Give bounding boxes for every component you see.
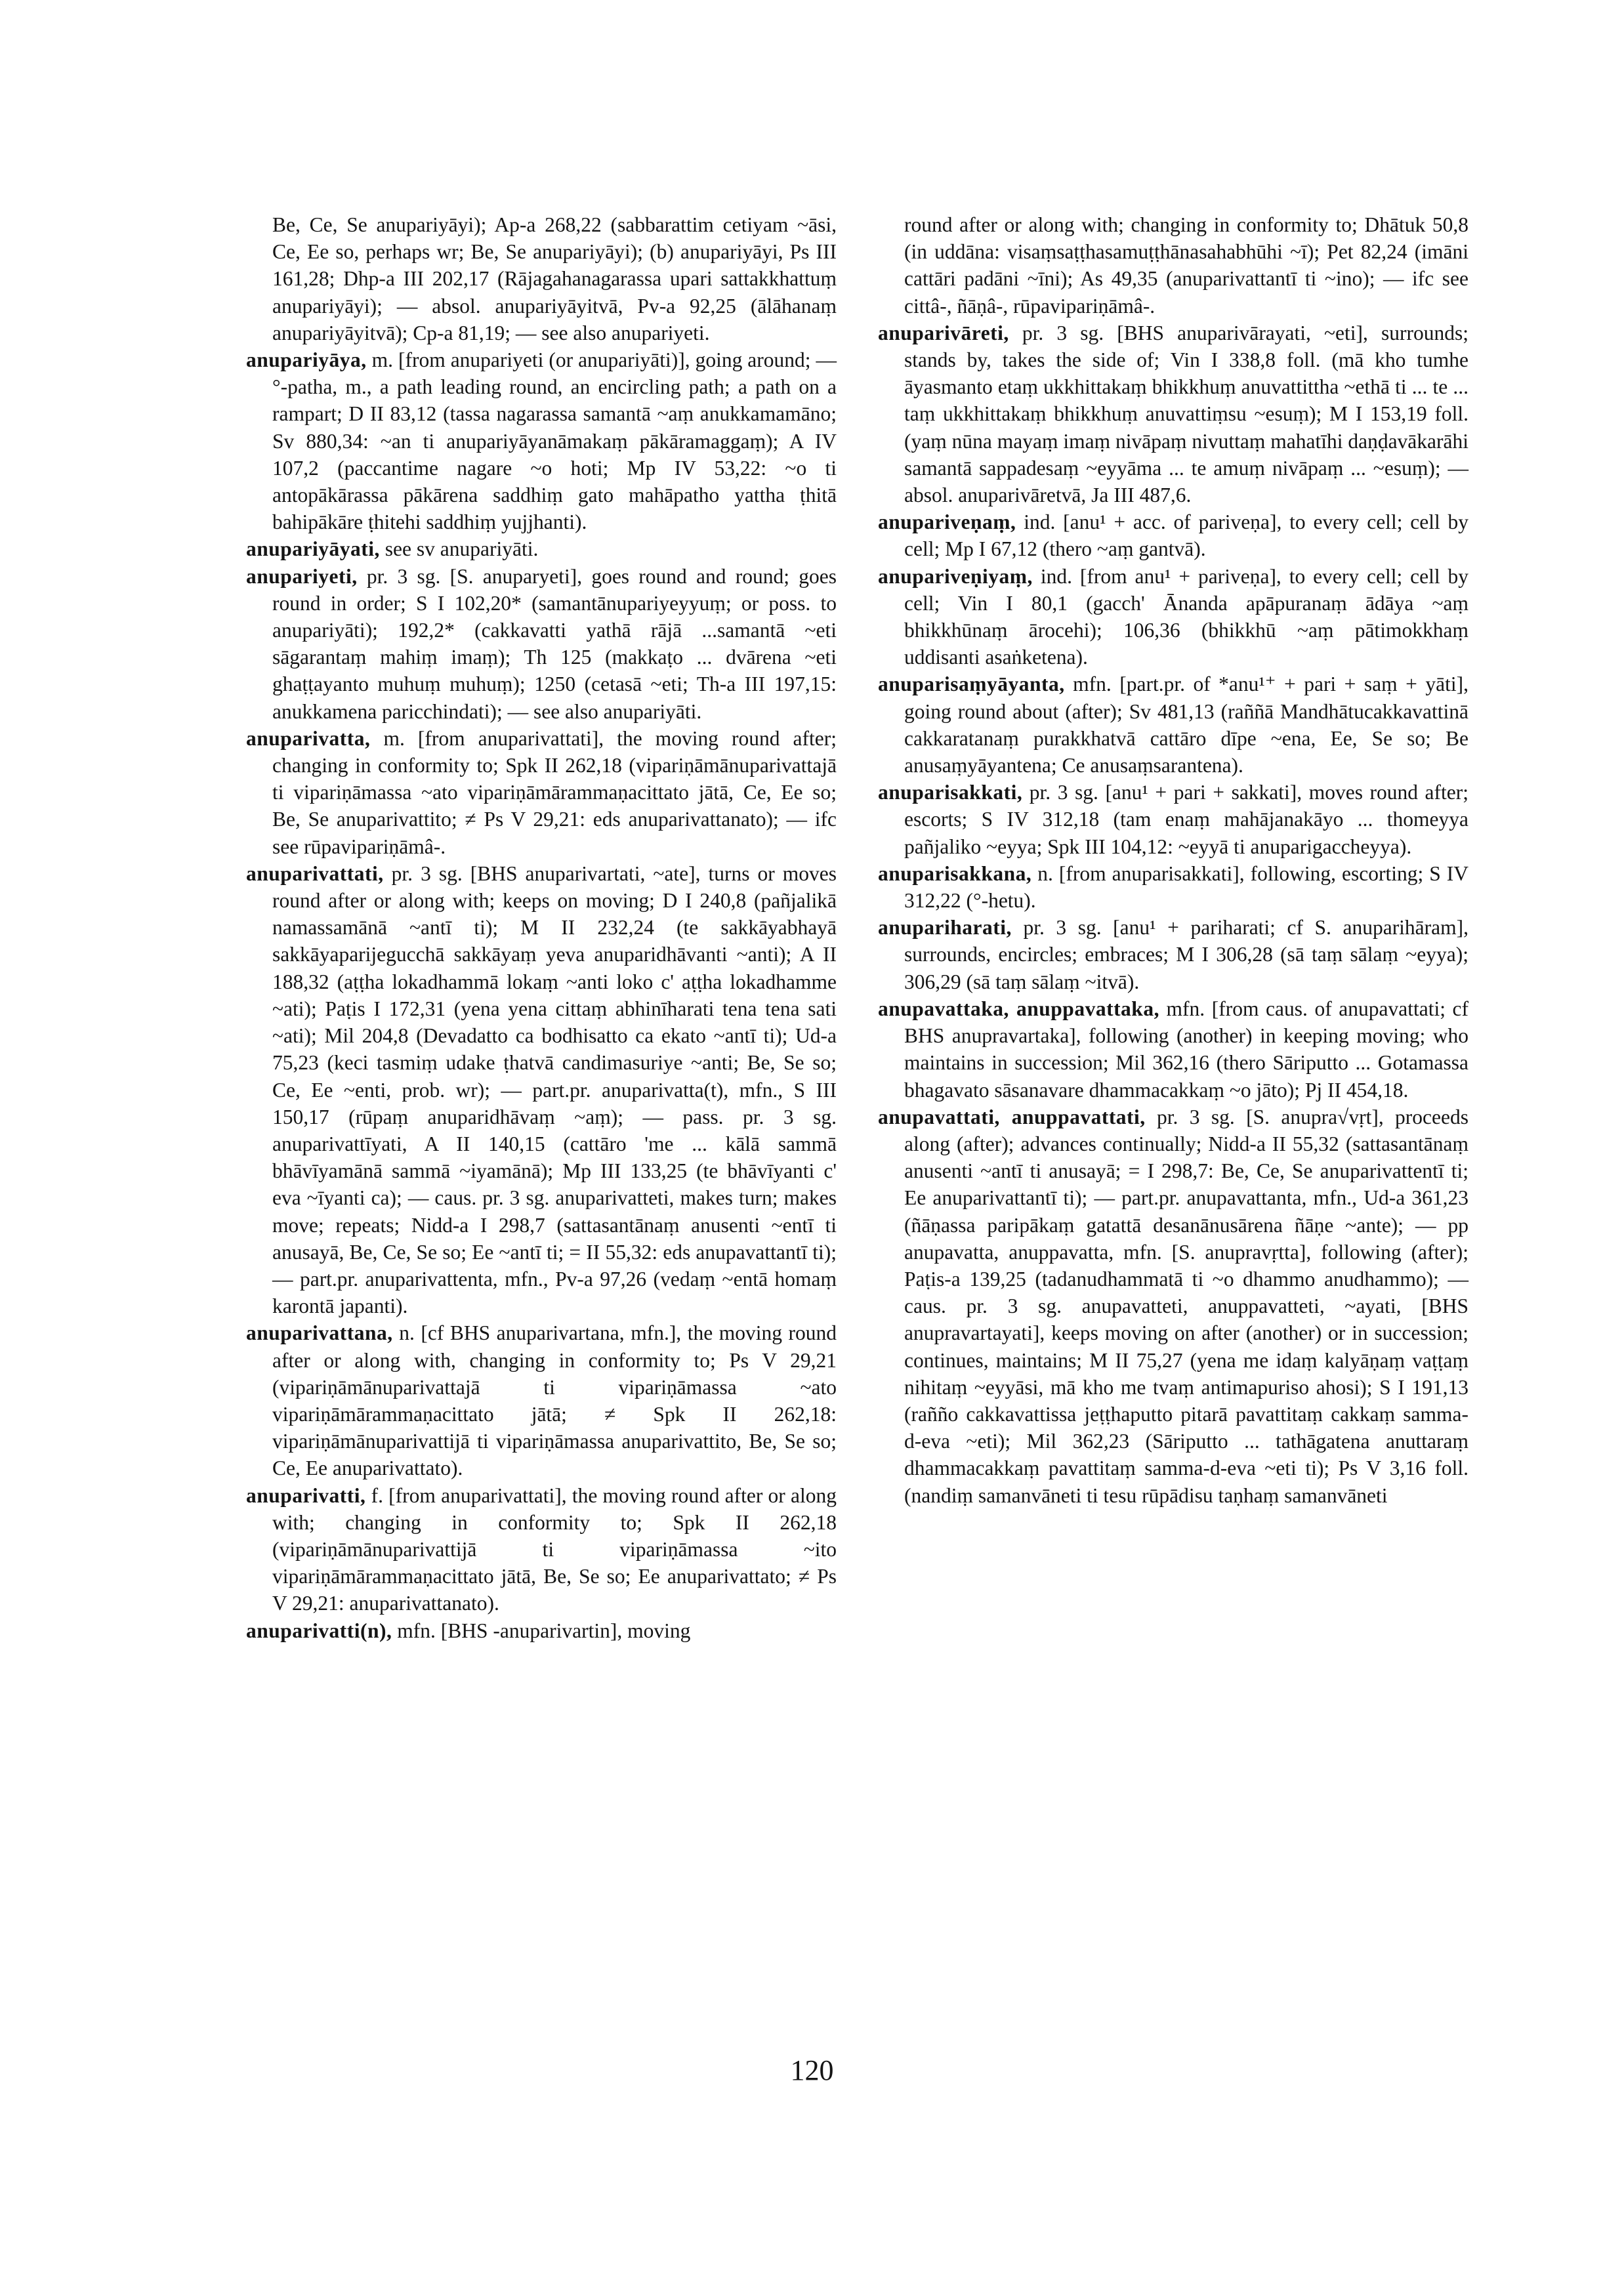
entry-headword: anuparivatta, <box>246 726 371 750</box>
entry-headword: anupariyeti, <box>246 564 358 588</box>
entry-headword: anuparivāreti, <box>878 321 1009 344</box>
entry-text: pr. 3 sg. [BHS anuparivārayati, ~eti], surrounds; stands by, takes the side of; Vin I 338,8 foll. (mā kho tumhe āyasmanto etaṃ ukkhittakaṃ bhikkhuṃ anuvattittha ~ethā ti ... te ... taṃ ukkhittakaṃ bhikkhuṃ anuvattiṃsu ~esuṃ); M I 153,19 foll. (yaṃ nūna mayaṃ imaṃ nivāpaṃ nivuttaṃ mahatīhi daṇḍavākarāhi samantā sappadesaṃ ~eyyāma ... te amuṃ nivāpaṃ ... ~esuṃ); — absol. anuparivāretvā, Ja III 487,6. <box>904 321 1468 507</box>
entry-text: pr. 3 sg. [S. anupra√vṛt], proceeds along (after); advances continually; Nidd-a II 55,32 (sattasantānaṃ anusenti ~antī ti anusayā; = I 298,7: Be, Ce, Se anuparivattentī ti; Ee anuparivattantī ti); — part.pr. anupavattanta, mfn., Ud-a 361,23 (ñāṇassa paripākaṃ gatattā desanānusārena ñāṇe ~ante); — pp anupavatta, anuppavatta, mfn. [S. anupravṛtta], following (after); Paṭis-a 139,25 (tadanudhammatā ti ~o dhammo anudhammo); — caus. pr. 3 sg. anupavatteti, anuppavatteti, ~ayati, [BHS anupravartayati], keeps moving on after (another) or in succession; continues, maintains; M II 75,27 (yena me idaṃ kalyāṇaṃ vaṭṭaṃ nihitaṃ ~eyyāsi, mā kho me tvaṃ antimapuriso ahosi); S I 191,13 (rañño cakkavattissa jeṭṭhaputto pitarā pavattitaṃ cakkaṃ samma-d-eva ~eti); Mil 362,23 (Sāriputto ... tathāgatena anuttaraṃ dhammacakkaṃ pavattitaṃ samma-d-eva ~eti ti); Ps V 3,16 foll. (nandiṃ samanvāneti ti tesu rūpādisu taṇhaṃ samanvāneti <box>904 1105 1469 1507</box>
dictionary-entry <box>246 1482 837 1617</box>
entry-text: pr. 3 sg. [anu¹ + pari + sakkati], moves round after; escorts; S IV 312,18 (tam enaṃ mahājanakāyo ... thomeyya pañjaliko ~eyya; Spk III 104,12: ~eyyā ti anuparigaccheyya). <box>904 781 1468 858</box>
entry-text: n. [cf BHS anuparivartana, mfn.], the moving round after or along with, changing in conformity to; Ps V 29,21 (vipariṇāmānuparivattajā ti vipariṇāmassa ~ato vipariṇāmārammaṇacittato jātā; ≠ Spk II 262,18: vipariṇāmānuparivattijā ti vipariṇāmassa anuparivattito, Be, Se so; Ce, Ee anuparivattato). <box>272 1321 837 1480</box>
entry-text: mfn. [BHS -anuparivartin], moving <box>397 1619 691 1642</box>
entry-text: round after or along with; changing in conformity to; Dhātuk 50,8 (in uddāna: visaṃsaṭṭhasamuṭṭhānasahabhūhi ~ī); Pet 82,24 (imāni cattāri padāni ~īni); As 49,35 (anuparivattantī ti ~ino); — ifc see cittâ-, ñāṇâ-, rūpavipariṇāmâ-. <box>904 213 1468 318</box>
dictionary-entry <box>246 1617 837 1644</box>
entry-text: m. [from anuparivattati], the moving round after; changing in conformity to; Spk II 262,18 (vipariṇāmānuparivattajā ti vipariṇāmassa ~ato vipariṇāmārammaṇacittato jātā, Ce, Ee so; Be, Se anuparivattito; ≠ Ps V 29,21: eds anuparivattanato); — ifc see rūpavipariṇāmâ-. <box>272 726 837 858</box>
dictionary-entry <box>246 725 837 860</box>
entry-text: mfn. [part.pr. of *anu¹⁺ + pari + saṃ + yāti], going round about (after); Sv 481,13 (raññā Mandhātucakkavattinā cakkaratanaṃ purakkhatvā cattāro dīpe ~ena, Ee, Se so; Be anusaṃyāyantena; Ce anusaṃsarantena). <box>904 672 1468 777</box>
dictionary-entry <box>246 211 837 346</box>
entry-text: pr. 3 sg. [S. anuparyeti], goes round and round; goes round in order; S I 102,20* (samantānupariyeyyuṃ; or poss. to anupariyāti); 192,2* (cakkavatti yathā rājā ...samantā ~eti sāgarantaṃ mahiṃ imaṃ); Th 125 (makkaṭo ... dvārena ~eti ghaṭṭayanto muhuṃ muhuṃ); 1250 (cetasā ~eti; Th-a III 197,15: anukkamena paricchindati); — see also anupariyāti. <box>272 564 837 723</box>
dictionary-entry <box>246 1319 837 1481</box>
dictionary-entry <box>878 211 1468 320</box>
dictionary-entry <box>878 508 1468 562</box>
entry-headword: anupariyāyati, <box>246 537 380 561</box>
dictionary-entry <box>878 320 1468 508</box>
dictionary-entry <box>878 779 1468 860</box>
dictionary-entry <box>246 860 837 1319</box>
dictionary-entry <box>246 535 837 562</box>
entry-text: see sv anupariyāti. <box>385 537 539 561</box>
entry-headword: anuparisakkana, <box>878 861 1032 885</box>
entry-text: n. [from anuparisakkati], following, escorting; S IV 312,22 (°-hetu). <box>904 861 1469 913</box>
entry-headword: anupavattaka, anuppavattaka, <box>878 997 1159 1020</box>
page-number: 120 <box>790 2054 834 2086</box>
dictionary-entry <box>878 671 1468 779</box>
entry-headword: anupariharati, <box>878 916 1012 940</box>
entry-headword: anuparisaṃyāyanta, <box>878 672 1065 696</box>
entry-headword: anupariveṇaṃ, <box>878 510 1016 534</box>
dictionary-entry <box>246 563 837 725</box>
entry-text: Be, Ce, Se anupariyāyi); Ap-a 268,22 (sabbarattim cetiyam ~āsi, Ce, Ee so, perhaps wr; Be, Se anupariyāyi); (b) anupariyāyi, Ps III 161,28; Dhp-a III 202,17 (Rājagahanagarassa upari sattakkhattuṃ anupariyāyi); — absol. anupariyāyitvā, Pv-a 92,25 (ālāhanaṃ anupariyāyitvā); Cp-a 81,19; — see also anupariyeti. <box>272 213 837 344</box>
entry-headword: anupariveṇiyaṃ, <box>878 564 1033 588</box>
dictionary-entry <box>878 563 1468 671</box>
entry-headword: anuparivatti, <box>246 1483 366 1507</box>
entry-text: ind. [from anu¹ + pariveṇa], to every cell; cell by cell; Vin I 80,1 (gacch' Ānanda apāpuranaṃ ādāya ~aṃ bhikkhūnaṃ ārocehi); 106,36 (bhikkhū ~aṃ pātimokkhaṃ uddisanti asaṅketena). <box>904 564 1469 669</box>
entry-headword: anuparisakkati, <box>878 781 1023 804</box>
dictionary-entry <box>246 346 837 535</box>
entry-headword: anuparivatti(n), <box>246 1619 392 1642</box>
entry-headword: anuparivattana, <box>246 1321 393 1345</box>
left-column <box>246 211 837 1644</box>
dictionary-entry <box>878 860 1468 914</box>
dictionary-entry <box>878 914 1468 995</box>
dictionary-entry <box>878 1104 1468 1509</box>
entry-headword: anuparivattati, <box>246 861 384 885</box>
dictionary-entry <box>878 995 1468 1104</box>
entry-headword: anupariyāya, <box>246 348 367 372</box>
entry-text: pr. 3 sg. [BHS anuparivartati, ~ate], turns or moves round after or along with; keeps on moving; D I 240,8 (pañjalikā namassamānā ~antī ti); M II 232,24 (te sakkāyabhayā sakkāyaparijegucchā sakkāyaṃ yeva anuparidhāvanti ~anti); A II 188,32 (aṭṭha lokadhammā lokaṃ ~anti loko c' aṭṭha lokadhamme ~ati); Paṭis I 172,31 (yena yena cittaṃ abhinīharati tena tena sati ~ati); Mil 204,8 (Devadatto ca bodhisatto ca ekato ~antī ti); Ud-a 75,23 (keci tasmiṃ udake ṭhatvā candimasuriye ~anti; Be, Se so; Ce, Ee ~enti, prob. wr); — part.pr. anuparivatta(t), mfn., S III 150,17 (rūpaṃ anuparidhāvaṃ ~aṃ); — pass. pr. 3 sg. anuparivattīyati, A II 140,15 (cattāro 'me ... kālā sammā bhāvīyamānā sammā ~iyamānā); Mp III 133,25 (te bhāvīyanti c' eva ~īyanti ca); — caus. pr. 3 sg. anuparivatteti, makes turn; makes move; repeats; Nidd-a I 298,7 (sattasantānaṃ anusenti ~entī ti anusayā, Be, Ce, Se so; Ee ~antī ti; = II 55,32: eds anupavattantī ti); — part.pr. anuparivattenta, mfn., Pv-a 97,26 (vedaṃ ~entā homaṃ karontā japanti). <box>272 861 837 1318</box>
entry-text: f. [from anuparivattati], the moving round after or along with; changing in conformity to; Spk II 262,18 (vipariṇāmānuparivattijā ti vipariṇāmassa ~ito vipariṇāmārammaṇacittato jātā, Be, Se so; Ee anuparivattato; ≠ Ps V 29,21: anuparivattanato). <box>272 1483 837 1615</box>
entry-text: pr. 3 sg. [anu¹ + pariharati; cf S. anuparihāram], surrounds, encircles; embraces; M I 306,28 (sā taṃ sālaṃ ~eyya); 306,29 (sā taṃ sālaṃ ~itvā). <box>904 916 1469 993</box>
entry-text: ind. [anu¹ + acc. of pariveṇa], to every cell; cell by cell; Mp I 67,12 (thero ~aṃ gantvā). <box>904 510 1469 561</box>
entry-text: mfn. [from caus. of anupavattati; cf BHS anupravartaka], following (another) in keeping moving; who maintains in succession; Mil 362,16 (thero Sāriputto ... Gotamassa bhagavato sāsanavare dhammacakkaṃ ~o jāto); Pj II 454,18. <box>904 997 1469 1102</box>
right-column <box>878 211 1468 1509</box>
entry-headword: anupavattati, anuppavattati, <box>878 1105 1146 1128</box>
entry-text: m. [from anupariyeti (or anupariyāti)], going around; —°-patha, m., a path leading round, an encircling path; a path on a rampart; D II 83,12 (tassa nagarassa samantā ~aṃ anukkamamāno; Sv 880,34: ~an ti anupariyāyanāmakaṃ pākāramaggaṃ); A IV 107,2 (paccantime nagare ~o hoti; Mp IV 53,22: ~o ti antopākārassa pākārena saddhiṃ gato mahāpatho yattha ṭhitā bahipākāre ṭhitehi saddhiṃ yujjhanti). <box>272 348 837 534</box>
